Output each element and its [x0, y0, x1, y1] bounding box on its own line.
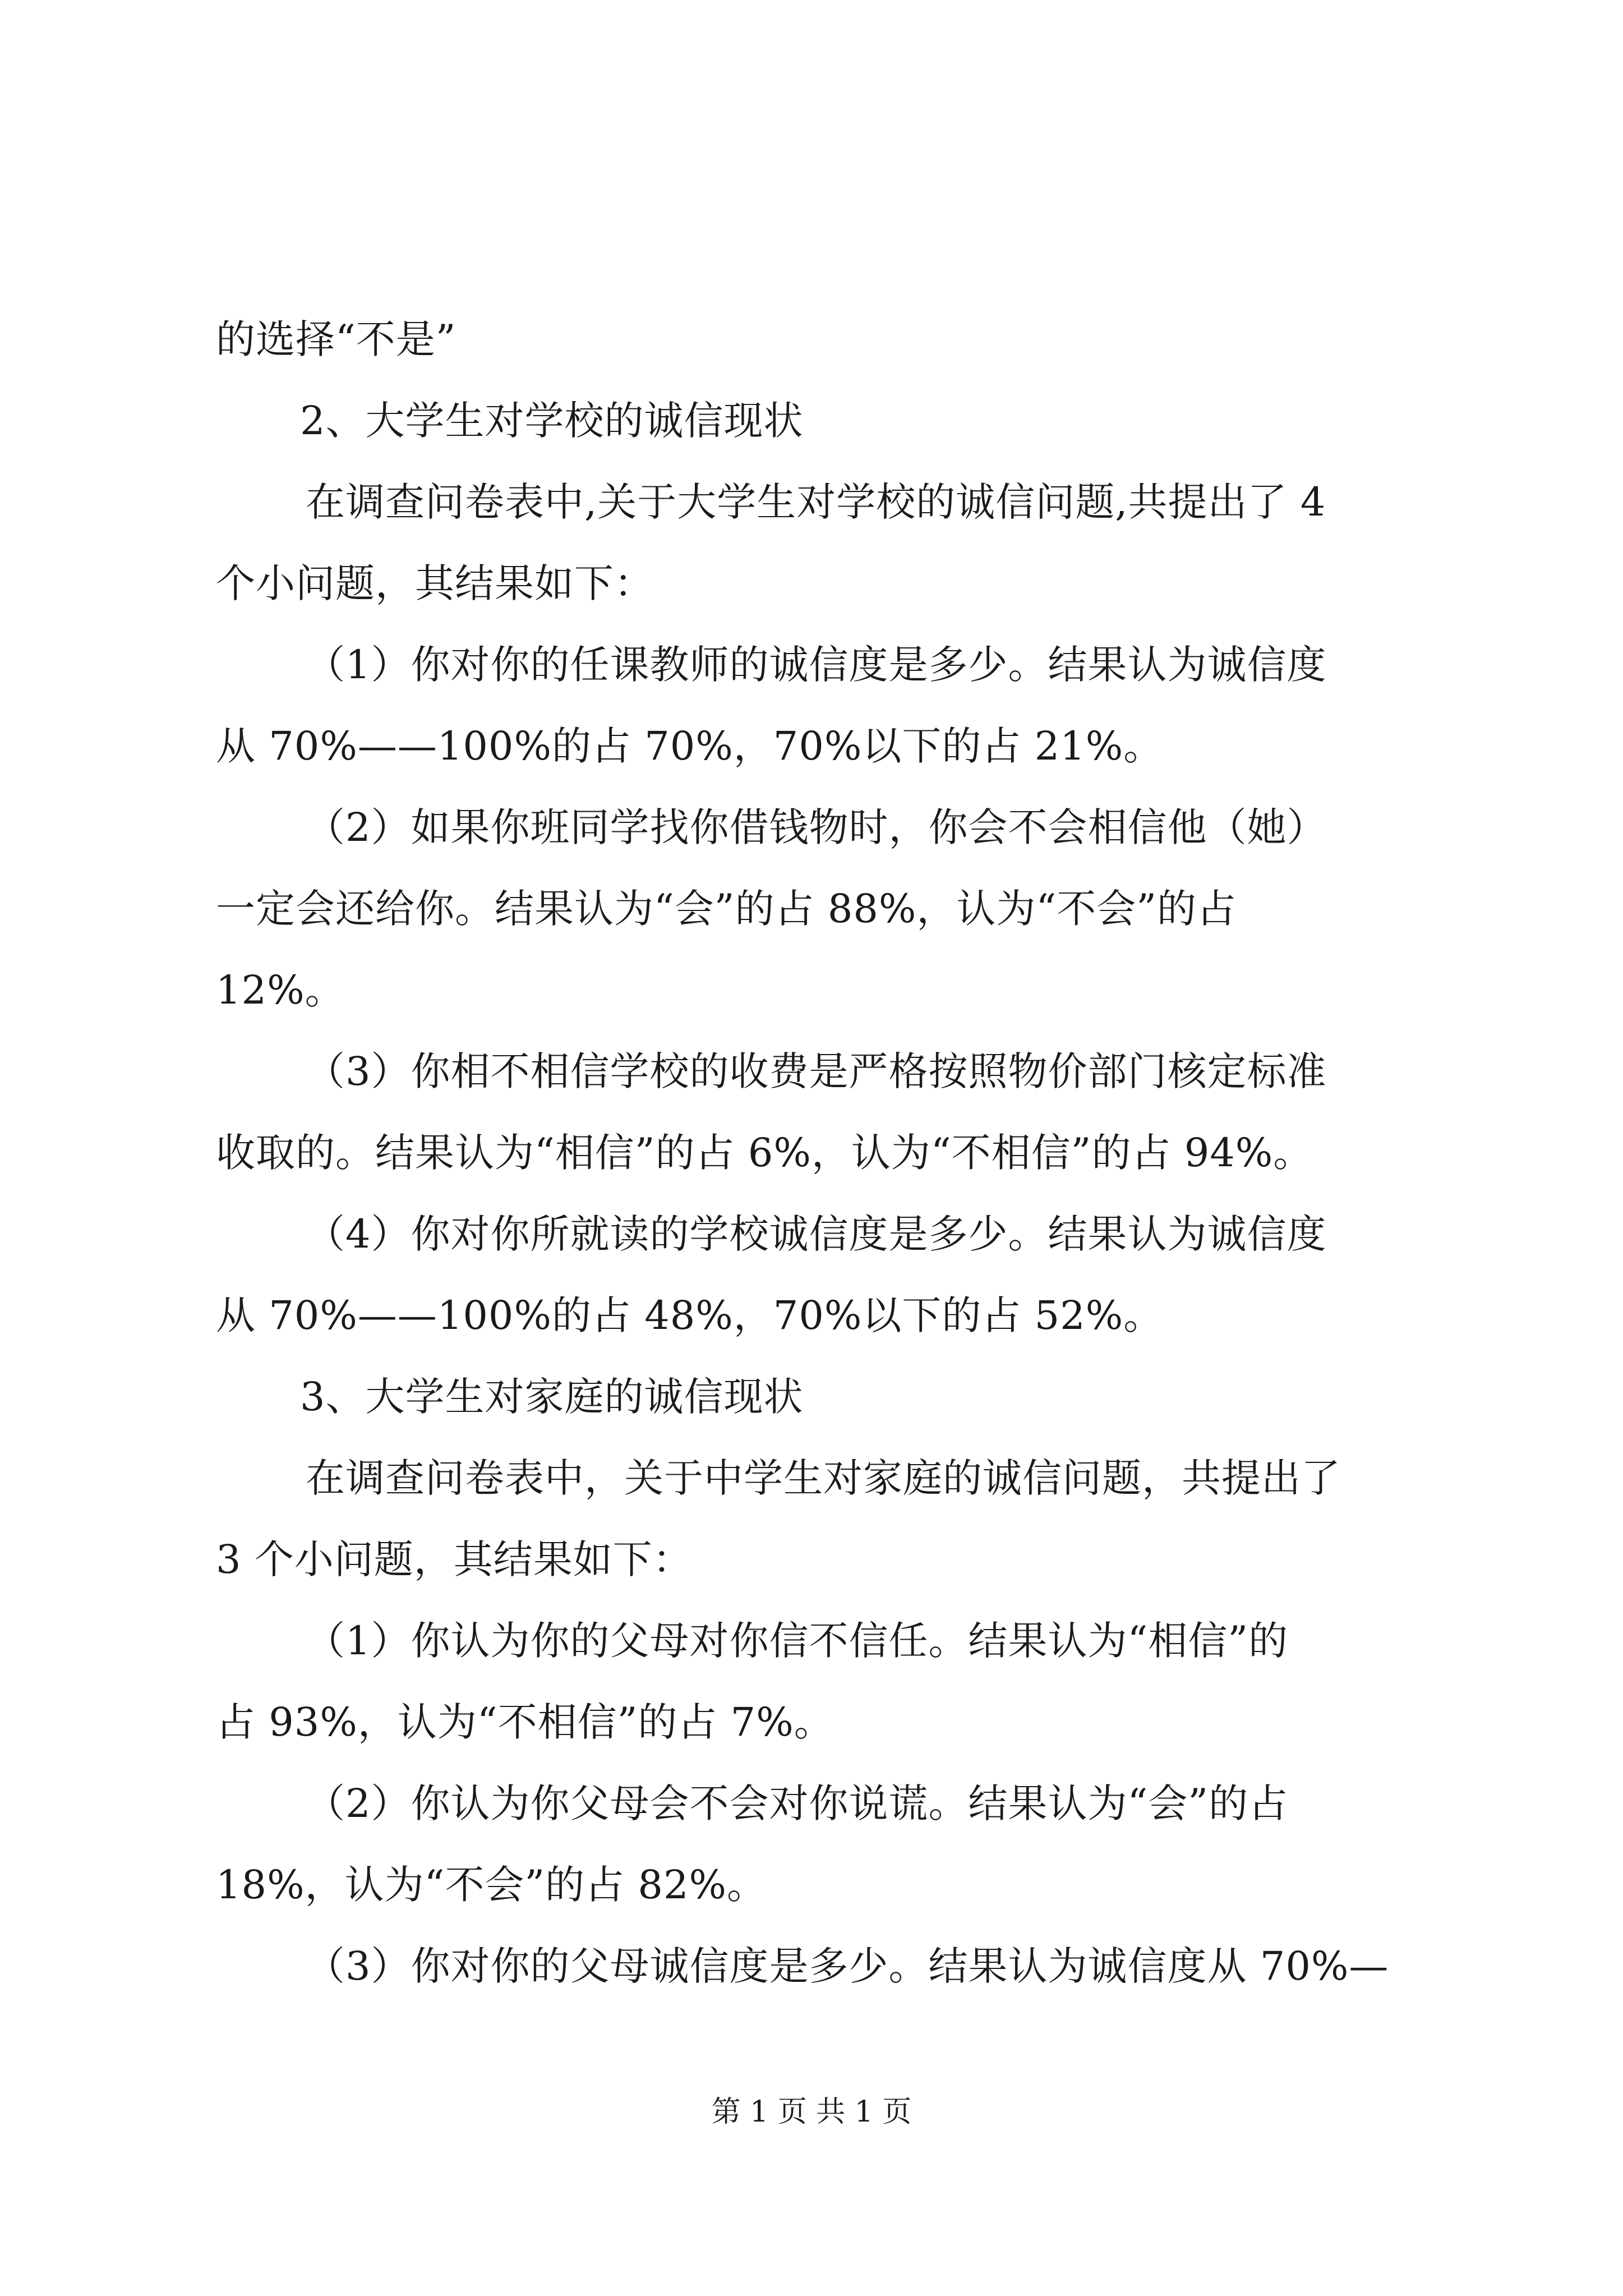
text-line: （2）你认为你父母会不会对你说谎。结果认为“会”的占	[306, 1780, 1289, 1826]
text-line: 的选择“不是”	[216, 316, 457, 362]
text-line: 一定会还给你。结果认为“会”的占 88%，认为“不会”的占	[216, 886, 1237, 932]
section-heading: 3、大学生对家庭的诚信现状	[300, 1374, 804, 1420]
text-line: 收取的。结果认为“相信”的占 6%，认为“不相信”的占 94%。	[216, 1130, 1313, 1176]
text-line: （1）你对你的任课教师的诚信度是多少。结果认为诚信度	[306, 642, 1327, 688]
text-line: 12%。	[216, 967, 345, 1013]
text-line: 个小问题，其结果如下：	[216, 560, 654, 606]
text-line: 在调查问卷表中,关于大学生对学校的诚信问题,共提出了 4	[306, 479, 1326, 525]
text-line: 从 70%——100%的占 48%，70%以下的占 52%。	[216, 1292, 1164, 1338]
text-line: （2）如果你班同学找你借钱物时，你会不会相信他（她）	[306, 804, 1327, 850]
text-line: 在调查问卷表中，关于中学生对家庭的诚信问题，共提出了	[306, 1455, 1341, 1501]
text-line: 从 70%——100%的占 70%，70%以下的占 21%。	[216, 723, 1164, 769]
text-line: （3）你相不相信学校的收费是严格按照物价部门核定标准	[306, 1048, 1327, 1094]
text-line: 18%，认为“不会”的占 82%。	[216, 1862, 767, 1908]
section-heading: 2、大学生对学校的诚信现状	[300, 398, 804, 444]
text-line: 3 个小问题，其结果如下：	[216, 1536, 693, 1582]
page-footer: 第 1 页 共 1 页	[711, 2095, 912, 2129]
text-line: （1）你认为你的父母对你信不信任。结果认为“相信”的	[306, 1618, 1289, 1664]
text-line: 占 93%，认为“不相信”的占 7%。	[216, 1699, 834, 1745]
text-line: （4）你对你所就读的学校诚信度是多少。结果认为诚信度	[306, 1211, 1327, 1257]
text-line: （3）你对你的父母诚信度是多少。结果认为诚信度从 70%—	[306, 1943, 1389, 1989]
